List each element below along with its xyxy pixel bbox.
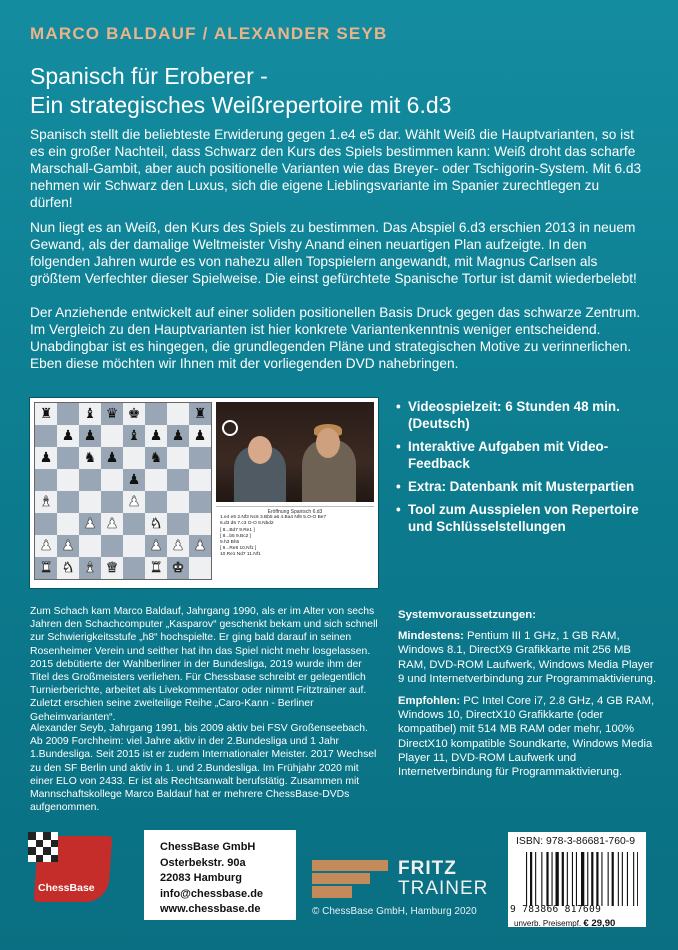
notation-line: 10.Re1 Nd7 11.Nf1 xyxy=(220,552,261,558)
notation-line: [ 9...Re8 10.Nf1 ] xyxy=(220,546,257,552)
board-square xyxy=(123,447,145,469)
notation-lines xyxy=(220,515,370,558)
bullet-icon: • xyxy=(396,399,401,414)
white-rook-icon: ♜ xyxy=(149,560,163,576)
feature-item xyxy=(396,478,658,495)
black-pawn-icon: ♟ xyxy=(83,428,97,444)
board-square xyxy=(167,513,189,535)
white-knight-icon: ♞ xyxy=(61,560,75,576)
price-label: unverb. Preisempf. xyxy=(514,919,582,928)
board-square xyxy=(167,425,189,447)
white-king-icon: ♚ xyxy=(171,560,185,576)
board-square xyxy=(79,403,101,425)
white-bishop-icon: ♝ xyxy=(39,494,53,510)
feature-item xyxy=(396,398,658,432)
board-square xyxy=(167,447,189,469)
black-knight-icon: ♞ xyxy=(83,450,97,466)
notation-line: [ 8...Bd7 9.Re1 ] xyxy=(220,527,255,533)
board-square xyxy=(189,557,211,579)
title xyxy=(30,62,451,120)
white-rook-icon: ♜ xyxy=(39,560,53,576)
system-requirements xyxy=(398,608,660,787)
board-square xyxy=(35,513,57,535)
feature-text: Tool zum Ausspielen von Repertoire und Schlüsselstellungen xyxy=(408,502,639,534)
board-square xyxy=(101,535,123,557)
black-pawn-icon: ♟ xyxy=(39,450,53,466)
black-queen-icon: ♛ xyxy=(105,406,119,422)
board-square xyxy=(57,469,79,491)
white-pawn-icon: ♟ xyxy=(61,538,75,554)
fritz-trainer-logo xyxy=(312,856,492,900)
notation-panel xyxy=(216,506,374,582)
presenter-right-head xyxy=(316,428,340,458)
white-queen-icon: ♛ xyxy=(105,560,119,576)
barcode-icon xyxy=(524,852,638,906)
recommended-label: Empfohlen: xyxy=(398,695,461,708)
board-square xyxy=(79,557,101,579)
board-square xyxy=(145,557,167,579)
black-pawn-icon: ♟ xyxy=(127,472,141,488)
board-square xyxy=(189,403,211,425)
board-square xyxy=(145,403,167,425)
board-square xyxy=(145,469,167,491)
program-screenshot xyxy=(30,398,378,588)
video-logo-icon xyxy=(222,420,238,436)
paragraph-intro: Spanisch stellt die beliebteste Erwiderung gegen 1.e4 e5 dar. Wählt Weiß die Hauptvarianten, so ist es ein großer Nachteil, dass Schwarz den Kurs des Spiels bestimmen kann: Weiß droht das scharfe Marschall-Gambit, aber auch positionelle Varianten wie das Breyer- oder Tschigorin-System. Mit 6.d3 nehmen wir Schwarz den Luxus, sich die eigene Lieblingsvariante im Spanier zurechtlegen zu dürfen! xyxy=(30,127,642,210)
white-knight-icon: ♞ xyxy=(149,516,163,532)
address-email: info@chessbase.de xyxy=(160,887,264,900)
board-square xyxy=(123,535,145,557)
black-bishop-icon: ♝ xyxy=(83,406,97,422)
price-value: € 29,90 xyxy=(583,918,616,929)
minimum-label: Mindestens: xyxy=(398,630,464,643)
fritz-logo-icon xyxy=(312,860,388,898)
board-square xyxy=(35,425,57,447)
bio-baldauf: Zum Schach kam Marco Baldauf, Jahrgang 1990, als er im Alter von sechs Jahren den Schachcomputer „Kasparov“ geschenkt bekam und sich schnell zur Schwierigkeitsstufe „h8“ hochspielte. Er ging bald darauf in seinen Rosenheimer Verein und seither hat ihn das Spiel nicht mehr losgelassen. 2015 debütierte der Wahlberliner in der Bundesliga, 2019 wurde ihm der Titel des Großmeisters verliehen. Für Chessbase schreibt er gelegentlich Turnierberichte, arbeitet als Livekommentator oder nimmt Fritztrainer auf. Zuletzt erschien seine zweiteilige Reihe „Caro-Kann - Berliner Geheimvarianten“. xyxy=(30,606,378,723)
system-requirements-header: Systemvoraussetzungen: xyxy=(398,609,536,621)
presenter-left-head xyxy=(248,436,272,464)
board-square xyxy=(79,425,101,447)
board-square xyxy=(167,535,189,557)
white-pawn-icon: ♟ xyxy=(105,516,119,532)
board-square xyxy=(123,513,145,535)
black-knight-icon: ♞ xyxy=(149,450,163,466)
board-square xyxy=(101,403,123,425)
feature-list xyxy=(396,398,658,541)
board-square xyxy=(167,403,189,425)
white-pawn-icon: ♟ xyxy=(39,538,53,554)
board-square xyxy=(79,513,101,535)
board-square xyxy=(189,447,211,469)
recommended-text: PC Intel Core i7, 2.8 GHz, 4 GB RAM, Windows 10, DirectX10 Grafikkarte (oder kompatibel) mit 514 MB RAM oder mehr, 100% DirectX10 kompatible Soundkarte, Windows Media Player 11, DVD-ROM Laufwerk und Internetverbindung für Programmaktivierung. xyxy=(398,695,655,779)
paragraph-concept: Der Anziehende entwickelt auf einer soliden positionellen Basis Druck gegen das schwarze Zentrum. Im Vergleich zu den Hauptvarianten ist hier konkrete Variantenkenntnis weniger entscheidend. Unabdingbar ist es hingegen, die grundlegenden Pläne und strategischen Motive zu verinnerlichen. Eben diese möchten wir Ihnen mit der vorliegenden DVD nahebringen. xyxy=(30,305,641,371)
publisher-address xyxy=(144,830,296,920)
barcode-label xyxy=(508,832,646,927)
isbn: ISBN: 978-3-86681-760-9 xyxy=(516,836,635,847)
fritz-word: FRITZ xyxy=(398,858,457,879)
white-pawn-icon: ♟ xyxy=(83,516,97,532)
address-street: Osterbekstr. 90a xyxy=(160,856,246,869)
feature-item xyxy=(396,501,658,535)
board-square xyxy=(189,513,211,535)
board-square xyxy=(145,447,167,469)
board-square xyxy=(123,491,145,513)
white-pawn-icon: ♟ xyxy=(171,538,185,554)
board-square xyxy=(79,491,101,513)
board-square xyxy=(101,491,123,513)
bullet-icon: • xyxy=(396,439,401,454)
board-square xyxy=(123,403,145,425)
board-square xyxy=(79,535,101,557)
black-pawn-icon: ♟ xyxy=(171,428,185,444)
board-square xyxy=(189,491,211,513)
black-pawn-icon: ♟ xyxy=(61,428,75,444)
copyright: © ChessBase GmbH, Hamburg 2020 xyxy=(312,906,477,917)
requirements-minimum xyxy=(398,629,660,686)
checkerboard-icon xyxy=(28,832,58,862)
chessbase-logo-text: ChessBase xyxy=(38,882,95,894)
notation-line: 1.e4 e5 2.Nf3 Nc6 3.Bb5 a6 4.Ba4 Nf6 5.O-O Be7 xyxy=(220,515,327,521)
board-square xyxy=(79,447,101,469)
board-square xyxy=(145,513,167,535)
board-square xyxy=(57,557,79,579)
requirements-recommended xyxy=(398,694,660,779)
trainer-word: TRAINER xyxy=(398,878,489,899)
black-king-icon: ♚ xyxy=(127,406,141,422)
notation-line: [ 8...b5 9.Bc2 ] xyxy=(220,533,251,539)
black-pawn-icon: ♟ xyxy=(149,428,163,444)
board-square xyxy=(101,513,123,535)
video-panel xyxy=(216,402,374,502)
feature-text: Interaktive Aufgaben mit Video-Feedback xyxy=(408,439,609,471)
feature-text: Extra: Datenbank mit Musterpartien xyxy=(408,479,635,494)
board-square xyxy=(35,535,57,557)
board-square xyxy=(145,425,167,447)
notation-line: 9.h3 Bh5 xyxy=(220,540,240,546)
board-square xyxy=(123,469,145,491)
title-line-1: Spanisch für Eroberer - xyxy=(30,63,268,89)
white-bishop-icon: ♝ xyxy=(83,560,97,576)
feature-item xyxy=(396,438,658,472)
board-square xyxy=(101,557,123,579)
price-line xyxy=(514,918,615,929)
title-line-2: Ein strategisches Weißrepertoire mit 6.d3 xyxy=(30,92,452,118)
barcode-number: 9 783866 817609 xyxy=(510,904,602,915)
board-square xyxy=(35,557,57,579)
board-square xyxy=(123,557,145,579)
board-square xyxy=(57,447,79,469)
black-pawn-icon: ♟ xyxy=(193,428,207,444)
black-pawn-icon: ♟ xyxy=(105,450,119,466)
board-square xyxy=(57,513,79,535)
white-pawn-icon: ♟ xyxy=(127,494,141,510)
notation-line: 6.d3 d6 7.c3 O-O 8.Nbd2 xyxy=(220,521,274,527)
minimum-text: Pentium III 1 GHz, 1 GB RAM, Windows 8.1, DirectX9 Grafikkarte mit 256 MB RAM, DVD-ROM Laufwerk, Windows Media Player 9 und Internetverbindung zur Programmaktivierung. xyxy=(398,630,657,685)
board-square xyxy=(35,469,57,491)
board-square xyxy=(189,469,211,491)
notation-header: Eröffnung Spanisch 6.d3 xyxy=(267,509,323,515)
feature-text: Videospielzeit: 6 Stunden 48 min. (Deutsch) xyxy=(408,399,620,431)
board-square xyxy=(101,469,123,491)
black-rook-icon: ♜ xyxy=(39,406,53,422)
board-square xyxy=(167,491,189,513)
board-square xyxy=(189,425,211,447)
board-square xyxy=(35,447,57,469)
board-square xyxy=(57,403,79,425)
address-web: www.chessbase.de xyxy=(160,903,261,915)
board-square xyxy=(145,491,167,513)
black-bishop-icon: ♝ xyxy=(127,428,141,444)
board-square xyxy=(189,535,211,557)
chessboard xyxy=(34,402,212,580)
board-square xyxy=(57,491,79,513)
board-square xyxy=(123,425,145,447)
paragraph-history: Nun liegt es an Weiß, den Kurs des Spiels zu bestimmen. Das Abspiel 6.d3 erschien 2013 in neuem Gewand, als der damalige Weltmeister Vishy Anand einen neuartigen Plan aufzeigte. In den folgenden Jahren wurde es von nahezu allen Topspielern angewandt, mit Magnus Carlsen als größtem Verfechter dieser Spielweise. Die einst gefürchtete Spanische Tortur ist damit wiederbelebt! xyxy=(30,220,637,286)
board-square xyxy=(101,447,123,469)
bio-seyb: Alexander Seyb, Jahrgang 1991, bis 2009 aktiv bei FSV Großenseebach. Ab 2009 Forchheim: viel Jahre aktiv in der 2.Bundesliga und 1 Jahr 1.Bundesliga. Seit 2015 ist er zudem Internationaler Meister. 2017 Wechsel zu den SF Berlin und aktiv in 1. und 2.Bundesliga. Im Frühjahr 2020 mit einer ELO von 2433. Er ist als Rechtsanwalt berufstätig. Zusammen mit Mannschaftskollege Marco Baldauf hat er mehrere ChessBase-DVDs aufgenommen. xyxy=(30,723,377,814)
board-square xyxy=(35,491,57,513)
address-city: 22083 Hamburg xyxy=(160,872,242,884)
board-square xyxy=(167,557,189,579)
address-company: ChessBase GmbH xyxy=(160,841,256,853)
board-square xyxy=(101,425,123,447)
bullet-icon: • xyxy=(396,502,401,517)
black-rook-icon: ♜ xyxy=(193,406,207,422)
board-square xyxy=(145,535,167,557)
board-square xyxy=(79,469,101,491)
white-pawn-icon: ♟ xyxy=(149,538,163,554)
board-square xyxy=(57,535,79,557)
bullet-icon: • xyxy=(396,479,401,494)
board-square xyxy=(35,403,57,425)
board-square xyxy=(167,469,189,491)
chessbase-logo xyxy=(26,832,112,904)
white-pawn-icon: ♟ xyxy=(193,538,207,554)
authors: MARCO BALDAUF / ALEXANDER SEYB xyxy=(30,24,388,43)
board-square xyxy=(57,425,79,447)
